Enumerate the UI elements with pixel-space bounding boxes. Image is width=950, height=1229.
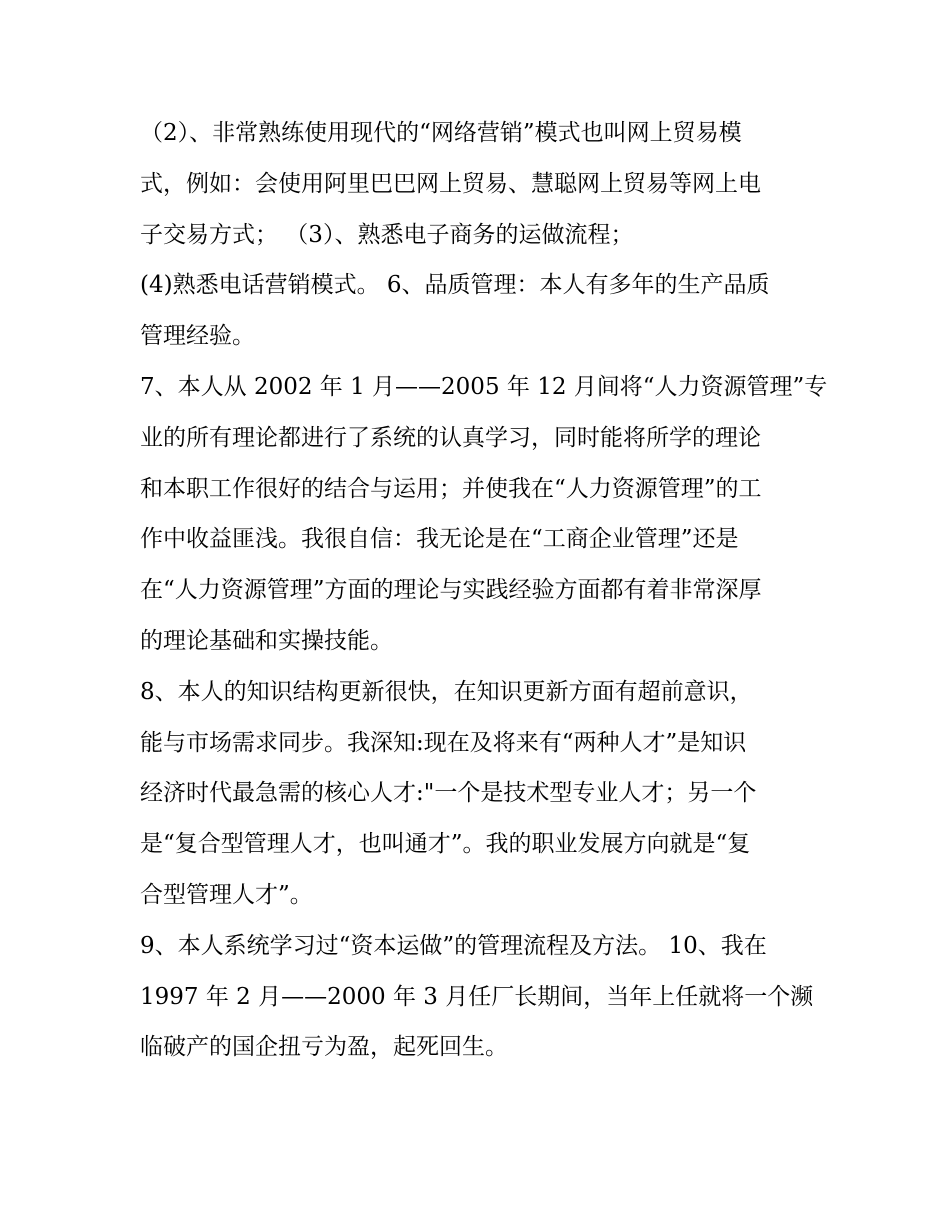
text-line: 1997 年 2 月——2000 年 3 月任厂长期间，当年上任就将一个濒 xyxy=(140,983,814,1010)
document-body xyxy=(140,108,828,1073)
text-line: 作中收益匪浅。我很自信：我无论是在“工商企业管理”还是 xyxy=(140,526,739,553)
text-line: 的理论基础和实操技能。 xyxy=(140,627,393,654)
text-line: 和本职工作很好的结合与运用；并使我在“人力资源管理”的工 xyxy=(140,475,762,502)
text-line: 业的所有理论都进行了系统的认真学习，同时能将所学的理论 xyxy=(140,424,761,451)
text-line: 9、本人系统学习过“资本运做”的管理流程及方法。 10、我在 xyxy=(140,932,767,959)
text-line: 子交易方式； （3）、熟悉电子商务的运做流程； xyxy=(140,221,634,248)
text-line: 合型管理人才”。 xyxy=(140,881,313,908)
text-line: 能与市场需求同步。我深知:现在及将来有“两种人才”是知识 xyxy=(140,729,747,756)
text-line: 在“人力资源管理”方面的理论与实践经验方面都有着非常深厚 xyxy=(140,577,762,604)
text-line: 经济时代最急需的核心人才:"一个是技术型专业人才；另一个 xyxy=(140,780,757,807)
text-line: 式，例如：会使用阿里巴巴网上贸易、慧聪网上贸易等网上电 xyxy=(140,170,761,197)
text-line: 临破产的国企扭亏为盈，起死回生。 xyxy=(140,1034,508,1061)
text-line: 8、本人的知识结构更新很快，在知识更新方面有超前意识， xyxy=(140,678,753,705)
text-line: 是“复合型管理人才，也叫通才”。我的职业发展方向就是“复 xyxy=(140,831,751,858)
text-line: 7、本人从 2002 年 1 月——2005 年 12 月间将“人力资源管理”专 xyxy=(140,373,828,400)
text-line: (4)熟悉电话营销模式。 6、品质管理：本人有多年的生产品质 xyxy=(140,272,770,299)
text-line: 管理经验。 xyxy=(140,323,255,350)
text-line: （2）、非常熟练使用现代的“网络营销”模式也叫网上贸易模 xyxy=(140,120,742,146)
